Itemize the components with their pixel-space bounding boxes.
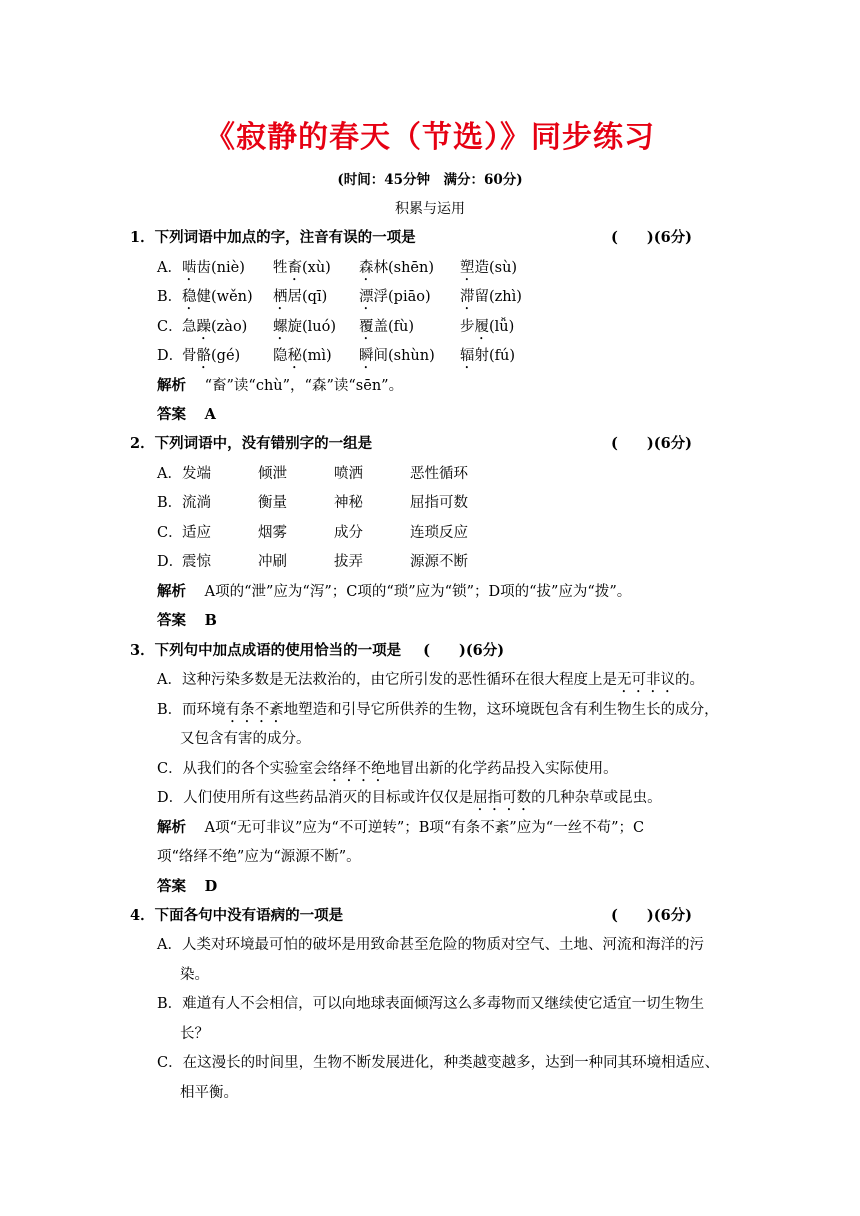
- q3-answer: [157, 877, 217, 897]
- q2-score-paren: ( )(6分): [611, 435, 693, 452]
- q2-option-word: 屈指可数: [410, 495, 468, 511]
- q2-analysis: [157, 582, 631, 602]
- q3-b-tail: 地塑造和引导它所供养的生物，这环境既包含有利生物生长的成分，: [283, 702, 719, 718]
- emphasis-dot-char: 履: [474, 319, 489, 335]
- q1-option-a-word: 牲畜(xù): [273, 260, 331, 276]
- emphasis-dot-char: 塑: [460, 260, 475, 276]
- emphasis-dot-char: 螺: [273, 319, 288, 335]
- emphasis-dot-char: 覆: [359, 319, 374, 335]
- emphasis-dot-char: 畜: [287, 260, 302, 276]
- q3-analysis-text1: A项“无可非议”应为“不可逆转”；B项“有条不紊”应为“一丝不苟”；C: [204, 820, 645, 836]
- q3-answer-value: D: [204, 878, 218, 895]
- q3-analysis-line1: [157, 818, 644, 838]
- emphasis-dot-char: 啮: [182, 260, 197, 276]
- q1-option-a-letter: A．: [157, 260, 182, 276]
- q2-option-word: 连琐反应: [410, 525, 468, 541]
- q1-option-c-word: 螺旋(luó): [273, 319, 337, 335]
- q3-d-idiom: 屈指可数: [473, 790, 532, 806]
- q1-option-b-word: 稳健(wěn): [182, 289, 253, 305]
- q3-stem: [130, 641, 504, 661]
- q4-stem: 4．下面各句中没有语病的一项是: [130, 907, 344, 924]
- page-title: 《寂静的春天（节选）》同步练习: [205, 120, 655, 155]
- q2-option-word: 倾泄: [258, 466, 287, 482]
- emphasis-dot-char: 瞬: [359, 348, 374, 364]
- q2-option-letter: C．: [157, 525, 183, 541]
- q3-d-text: D．人们使用所有这些药品消灭的目标或许仅仅是: [157, 790, 474, 806]
- emphasis-dot-char: 躁: [196, 319, 211, 335]
- answer-label: 答案: [157, 406, 186, 423]
- emphasis-dot-char: 森: [359, 260, 374, 276]
- q1-answer: [157, 405, 216, 425]
- q1-option-a-word: 啮齿(niè): [182, 260, 245, 276]
- q3-option-a: [157, 670, 704, 696]
- q2-option-word: 冲刷: [258, 554, 287, 570]
- q1-option-a-word: 塑造(sù): [460, 260, 518, 276]
- q3-option-d: [157, 788, 662, 814]
- q1-analysis: [157, 376, 403, 396]
- q1-option-d-word: 辐射(fú): [460, 348, 516, 364]
- q2-option-word: 适应: [182, 525, 211, 541]
- emphasis-dot-char: 稳: [182, 289, 197, 305]
- q2-option-word: 拔弄: [334, 554, 363, 570]
- q3-score-paren: ( )(6分): [423, 642, 505, 659]
- q1-stem: 1．下列词语中加点的字，注音有误的一项是: [130, 229, 416, 246]
- q2-answer-value: B: [204, 612, 217, 629]
- q2-option-word: 神秘: [334, 495, 363, 511]
- answer-label: 答案: [157, 878, 186, 895]
- q2-option-letter: D．: [157, 554, 184, 570]
- q4-score-paren: ( )(6分): [611, 907, 693, 924]
- emphasis-dot-char: 骼: [196, 348, 211, 364]
- q3-b-text: B．而环境: [157, 702, 226, 718]
- q4-option-c: C．在这漫长的时间里，生物不断发展进化，种类越变越多，达到一种同其环境相适应、: [157, 1055, 720, 1071]
- q3-b-idiom: 有条不紊: [225, 702, 284, 718]
- analysis-label: 解析: [157, 583, 186, 600]
- section-heading: 积累与运用: [395, 201, 465, 217]
- emphasis-dot-char: 秘: [287, 348, 302, 364]
- q2-option-word: 发端: [182, 466, 211, 482]
- emphasis-dot-char: 辐: [460, 348, 475, 364]
- q2-option-word: 震惊: [182, 554, 211, 570]
- q1-option-c-word: 急躁(zào): [182, 319, 248, 335]
- q3-c-idiom: 络绎不绝: [327, 761, 386, 777]
- q1-option-c-word: 覆盖(fù): [359, 319, 415, 335]
- q1-option-d-word: 瞬间(shùn): [359, 348, 435, 364]
- q3-option-b-cont: 又包含有害的成分。: [180, 731, 311, 747]
- q3-stem-text: 3．下列句中加点成语的使用恰当的一项是: [130, 642, 402, 659]
- q2-option-word: 喷洒: [334, 466, 363, 482]
- q3-a-idiom: 无可非议: [616, 672, 675, 688]
- q1-option-a-word: 森林(shēn): [359, 260, 435, 276]
- q2-option-word: 流淌: [182, 495, 211, 511]
- answer-label: 答案: [157, 612, 186, 629]
- q2-stem: 2．下列词语中，没有错别字的一组是: [130, 435, 373, 452]
- q1-option-d-word: 骨骼(gé): [182, 348, 241, 364]
- q2-option-word: 成分: [334, 525, 363, 541]
- q2-option-word: 源源不断: [410, 554, 468, 570]
- q4-option-a-cont: 染。: [180, 967, 209, 983]
- q3-a-text: A．这种污染多数是无法救治的，由它所引发的恶性循环在很大程度上是: [157, 672, 617, 688]
- q3-d-tail: 的几种杂草或昆虫。: [531, 790, 662, 806]
- q2-analysis-text: A项的“泄”应为“泻”；C项的“琐”应为“锁”；D项的“拔”应为“拨”。: [204, 584, 632, 600]
- q1-option-b-word: 滞留(zhì): [460, 289, 522, 305]
- q2-answer: [157, 611, 217, 631]
- q1-option-b-letter: B．: [157, 289, 183, 305]
- q1-option-d-word: 隐秘(mì): [273, 348, 332, 364]
- q2-option-letter: A．: [157, 466, 182, 482]
- q1-option-b-word: 栖居(qī): [273, 289, 328, 305]
- analysis-label: 解析: [157, 377, 186, 394]
- q1-answer-value: A: [204, 406, 216, 423]
- analysis-label: 解析: [157, 819, 186, 836]
- q3-a-tail: 的。: [674, 672, 704, 688]
- emphasis-dot-char: 栖: [273, 289, 288, 305]
- q2-option-word: 烟雾: [258, 525, 287, 541]
- q1-score-paren: ( )(6分): [611, 229, 693, 246]
- q4-option-c-cont: 相平衡。: [180, 1085, 238, 1101]
- emphasis-dot-char: 漂: [359, 289, 374, 305]
- q4-option-b-cont: 长？: [180, 1026, 209, 1042]
- q1-analysis-text: “畜”读“chù”，“森”读“sēn”。: [204, 378, 404, 394]
- q3-analysis-line2: 项“络绎不绝”应为“源源不断”。: [157, 849, 361, 865]
- q2-option-word: 恶性循环: [410, 466, 468, 482]
- q1-option-c-letter: C．: [157, 319, 183, 335]
- time-score-info: (时间：45分钟 满分：60分): [337, 172, 523, 188]
- q2-option-word: 衡量: [258, 495, 287, 511]
- q2-option-letter: B．: [157, 495, 183, 511]
- q3-c-text: C．从我们的各个实验室会: [157, 761, 328, 777]
- emphasis-dot-char: 滞: [460, 289, 475, 305]
- q3-c-tail: 地冒出新的化学药品投入实际使用。: [385, 761, 618, 777]
- q1-option-b-word: 漂浮(piāo): [359, 289, 431, 305]
- q4-option-b: B．难道有人不会相信，可以向地球表面倾泻这么多毒物而又继续使它适宜一切生物生: [157, 996, 705, 1012]
- q3-option-b: [157, 700, 719, 726]
- q4-option-a: A．人类对环境最可怕的破坏是用致命甚至危险的物质对空气、土地、河流和海洋的污: [157, 937, 704, 953]
- q1-option-d-letter: D．: [157, 348, 184, 364]
- q3-option-c: [157, 759, 618, 785]
- q1-option-c-word: 步履(lǚ): [460, 319, 515, 335]
